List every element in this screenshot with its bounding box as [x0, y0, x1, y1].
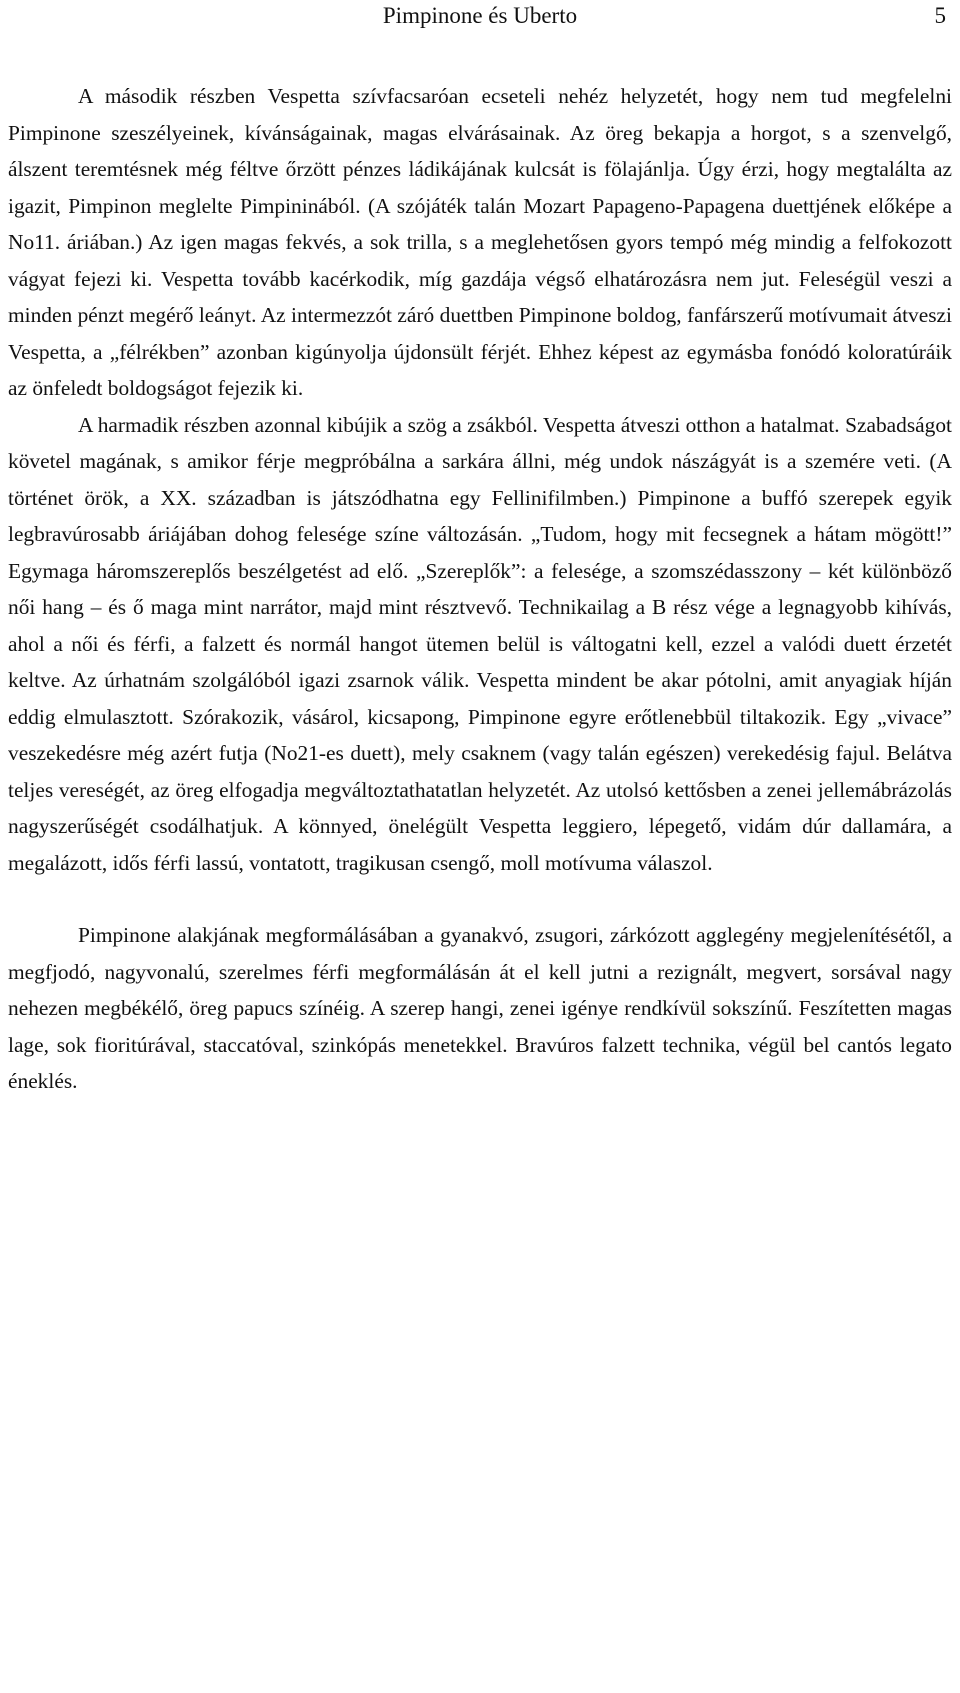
page-number: 5: [934, 3, 946, 28]
body-text: [8, 78, 952, 1100]
page-header: [8, 0, 952, 36]
paragraph: A második részben Vespetta szívfacsaróan ecseteli nehéz helyzetét, hogy nem tud megfelelni Pimpinone szeszélyeinek, kívánságainak, magas elvárásainak. Az öreg bekapja a horgot, s a szenvelgő, álszent teremtésnek még féltve őrzött pénzes ládikájának kulcsát is fölajánlja. Úgy érzi, hogy megtalálta az igazit, Pimpinon meglelte Pimpininából. (A szójáték talán Mozart Papageno-Papagena duettjének előképe a No11. áriában.) Az igen magas fekvés, a sok trilla, s a meglehetősen gyors tempó még mindig a felfokozott vágyat fejezi ki. Vespetta tovább kacérkodik, míg gazdája végső elhatározásra nem jut. Feleségül veszi a minden pénzt megérő leányt. Az intermezzót záró duettben Pimpinone boldog, fanfárszerű motívumait átveszi Vespetta, a „félrékben” azonban kigúnyolja újdonsült férjét. Ehhez képest az egymásba fonódó koloratúráik az önfeledt boldogságot fejezik ki.: [8, 84, 952, 400]
paragraph: Pimpinone alakjának megformálásában a gyanakvó, zsugori, zárkózott agglegény megjelenítésétől, a megfjodó, nagyvonalú, szerelmes férfi megformálásán át el kell jutni a rezignált, megvert, sorsával nagy nehezen megbékélő, öreg papucs színéig. A szerep hangi, zenei igénye rendkívül sokszínű. Feszítetten magas lage, sok fioritúrával, staccatóval, szinkópás menetekkel. Bravúros falzett technika, végül bel cantós legato éneklés.: [8, 923, 952, 1093]
paragraph: A harmadik részben azonnal kibújik a szög a zsákból. Vespetta átveszi otthon a hatalmat. Szabadságot követel magának, s amikor férje megpróbálna a sarkára állni, még undok nászágyát is a szemére veti. (A történet örök, a XX. században is játszódhatna egy Fellinifilmben.) Pimpinone a buffó szerepek egyik legbravúrosabb áriájában dohog felesége színe változásán. „Tudom, hogy mit fecsegnek a hátam mögött!” Egymaga háromszereplős beszélgetést ad elő. „Szereplők”: a felesége, a szomszédasszony – két különböző női hang – és ő maga mint narrátor, majd mint résztvevő. Technikailag a B rész vége a legnagyobb kihívás, ahol a női és férfi, a falzett és normál hangot ütemen belül is váltogatni kell, ezzel a valódi duett érzetét keltve. Az úrhatnám szolgálóból igazi zsarnok válik. Vespetta mindent be akar pótolni, amit anyagiak híján eddig elmulasztott. Szórakozik, vásárol, kicsapong, Pimpinone egyre erőtlenebbül tiltakozik. Egy „vivace” veszekedésre még azért futja (No21-es duett), mely csaknem (vagy talán egészen) verekedésig fajul. Belátva teljes vereségét, az öreg elfogadja megváltoztathatatlan helyzetét. Az utolsó kettősben a zenei jellemábrázolás nagyszerűségét csodálhatjuk. A könnyed, önelégült Vespetta leggiero, lépegető, vidám dúr dallamára, a megalázott, idős férfi lassú, vontatott, tragikusan csengő, moll motívuma válaszol.: [8, 412, 952, 875]
document-page: [8, 0, 952, 1100]
running-title: Pimpinone és Uberto: [382, 3, 578, 28]
